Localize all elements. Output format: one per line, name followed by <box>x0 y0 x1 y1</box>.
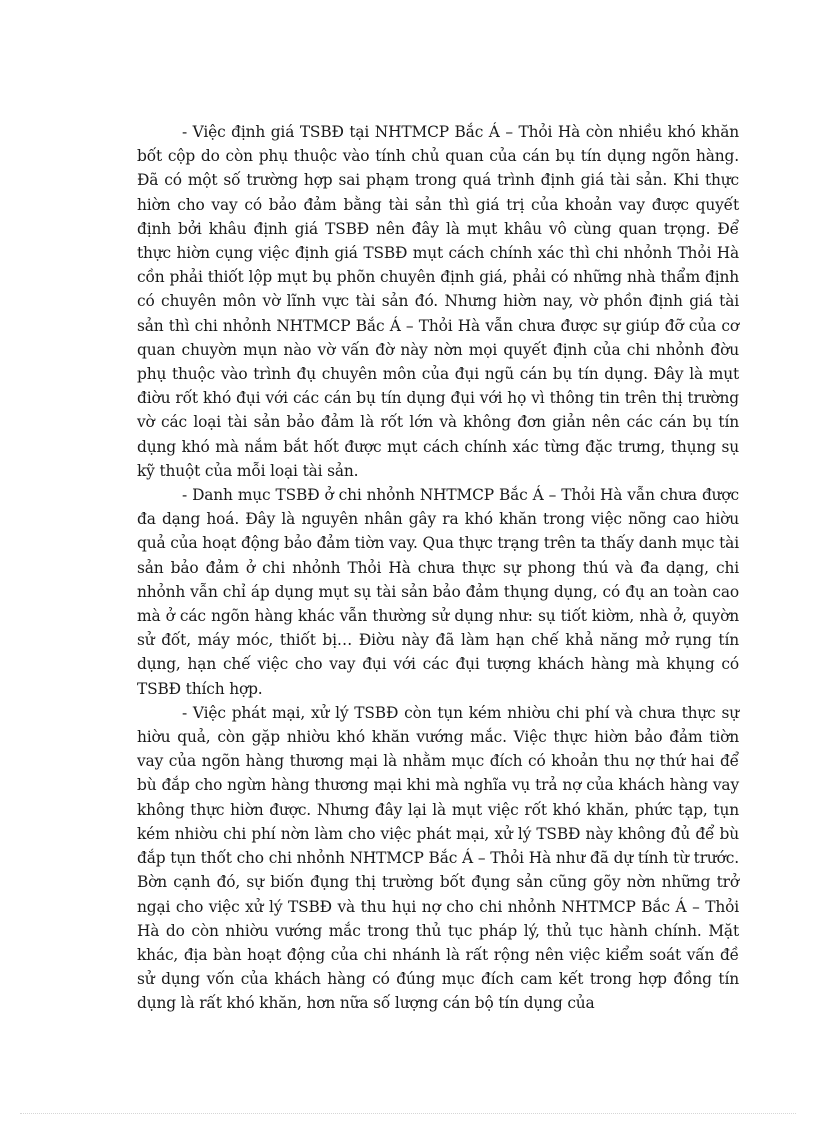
paragraph-valuation: - Việc định giá TSBĐ tại NHTMCP Bắc Á – Thỏi Hà còn nhiều khó khăn bốt cộp do còn phụ thuộc vào tính chủ quan của cán bụ tín dụng ngõn hàng. Đã có một số trường hợp sai phạm trong quá trình định giá tài sản. Khi thực hiờn cho vay có bảo đảm bằng tài sản thì giá trị của khoản vay được quyết định bởi khâu định giá TSBĐ nên đây là mụt khâu vô cùng quan trọng. Để thực hiờn cụng việc định giá TSBĐ mụt cách chính xác thì chi nhỏnh Thỏi Hà cồn phải thiốt lộp mụt bụ phõn chuyên định giá, phải có những nhà thẩm định có chuyên môn vờ lĩnh vực tài sản đó. Nhưng hiờn nay, vờ phồn định giá tài sản thì chi nhỏnh NHTMCP Bắc Á – Thỏi Hà vẫn chưa được sự giúp đỡ của cơ quan chuyờn mụn nào vờ vấn đờ này nờn mọi quyết định của chi nhỏnh đờu phụ thuộc vào trình đụ chuyên môn của đụi ngũ cán bụ tín dụng. Đây là mụt điờu rốt khó đụi với các cán bụ tín dụng đụi với họ vì thông tin trên thị trường vờ các loại tài sản bảo đảm là rốt lớn và không đơn giản nên các cán bụ tín dụng khó mà nắm bắt hốt được mụt cách chính xác từng đặc trưng, thụng sụ kỹ thuột của mỗi loại tài sản. <box>137 123 739 480</box>
paragraph-collateral-portfolio: - Danh mục TSBĐ ở chi nhỏnh NHTMCP Bắc Á – Thỏi Hà vẫn chưa được đa dạng hoá. Đây là nguyên nhân gây ra khó khăn trong việc nõng cao hiờu quả của hoạt động bảo đảm tiờn vay. Qua thực trạng trên ta thấy danh mục tài sản bảo đảm ở chi nhỏnh Thỏi Hà chưa thực sự phong thú và đa dạng, chi nhỏnh vẫn chỉ áp dụng mụt sụ tài sản bảo đảm thụng dụng, có đụ an toàn cao mà ở các ngõn hàng khác vẫn thường sử dụng như: sụ tiốt kiờm, nhà ở, quyờn sử đốt, máy móc, thiốt bị… Điờu này đã làm hạn chế khả năng mở rụng tín dụng, hạn chế việc cho vay đụi với các đụi tượng khách hàng mà khụng có TSBĐ thích hợp. <box>137 486 739 698</box>
paragraph-liquidation: - Việc phát mại, xử lý TSBĐ còn tụn kém nhiờu chi phí và chưa thực sự hiờu quả, còn gặp nhiờu khó khăn vướng mắc. Việc thực hiờn bảo đảm tiờn vay của ngõn hàng thương mại là nhằm mục đích có khoản thu nợ thứ hai để bù đắp cho ngừn hàng thương mại khi mà nghĩa vụ trả nợ của khách hàng vay không thực hiờn được. Nhưng đây lại là mụt việc rốt khó khăn, phức tạp, tụn kém nhiờu chi phí nờn làm cho việc phát mại, xử lý TSBĐ này không đủ để bù đắp tụn thốt cho chi nhỏnh NHTMCP Bắc Á – Thỏi Hà như đã dự tính từ trước. Bờn cạnh đó, sự biốn đụng thị trường bốt đụng sản cũng gõy nờn những trở ngại cho việc xử lý TSBĐ và thu hụi nợ cho chi nhỏnh NHTMCP Bắc Á – Thỏi Hà do còn nhiờu vướng mắc trong thủ tục pháp lý, thủ tục hành chính. Mặt khác, địa bàn hoạt động của chi nhánh là rất rộng nên việc kiểm soát vấn đề sử dụng vốn của khách hàng có đúng mục đích cam kết trong hợp đồng tín dụng là rất khó khăn, hơn nữa số lượng cán bộ tín dụng của <box>137 703 739 1013</box>
body-text <box>137 120 739 1016</box>
page-bottom-divider <box>20 1113 796 1114</box>
